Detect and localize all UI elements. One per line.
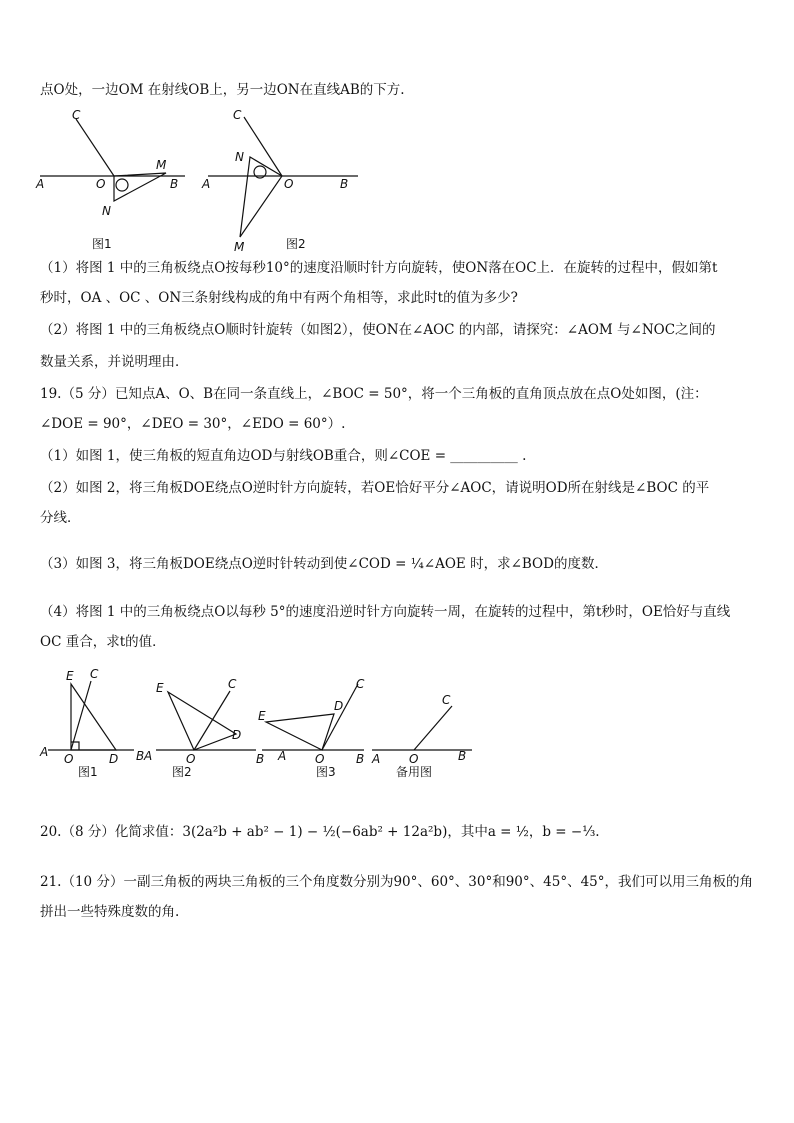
label-c: C xyxy=(442,693,451,707)
top-figure-2 xyxy=(208,117,358,237)
label-b: B xyxy=(136,749,145,763)
triangle-doe xyxy=(168,692,236,750)
label-o: O xyxy=(186,752,196,766)
figure-caption: 图2 xyxy=(286,237,306,251)
q19-part3: （3）如图 3，将三角板DOE绕点O逆时针转动到使∠COD = ¼∠AOE 时，求∠BOD的度数． xyxy=(40,556,608,572)
middle-figures xyxy=(34,660,474,785)
label-c: C xyxy=(228,677,237,691)
q18-part2-line1: （2）将图 1 中的三角板绕点O顺时针旋转（如图2），使ON在∠AOC 的内部，请探究：∠AOM 与∠NOC之间的 xyxy=(40,322,716,338)
q18-part2-line2: 数量关系，并说明理由． xyxy=(40,354,189,370)
figure-caption: 备用图 xyxy=(396,765,433,779)
label-o: O xyxy=(409,752,419,766)
ray-oc xyxy=(76,119,114,176)
q19-part2-line1: （2）如图 2，将三角板DOE绕点O逆时针方向旋转，若OE恰好平分∠AOC，请说明OD所在射线是∠BOC 的平 xyxy=(40,480,710,496)
label-e: E xyxy=(156,681,164,695)
label-a: A xyxy=(202,177,211,191)
q18-part1-line2: 秒时，OA 、OC 、ON三条射线构成的角中有两个角相等，求此时t的值为多少? xyxy=(40,290,518,306)
label-c: C xyxy=(72,108,81,122)
label-d: D xyxy=(109,752,119,766)
mid-figure-4 xyxy=(372,706,472,750)
ray-oc xyxy=(194,691,230,750)
q19-stem-line1: 19.（5 分）已知点A、O、B在同一条直线上，∠BOC = 50°，将一个三角板的直角顶点放在点O处如图，(注： xyxy=(40,386,708,402)
triangle-omn xyxy=(240,157,282,237)
label-e: E xyxy=(258,709,266,723)
figure-caption: 图1 xyxy=(78,765,98,779)
q20-line: 20.（8 分）化简求值：3(2a²b + ab² − 1) − ½(−6ab² + 12a²b)，其中a = ½，b = −⅓. xyxy=(40,824,600,840)
triangle-doe xyxy=(71,684,116,750)
label-a: A xyxy=(278,749,287,763)
label-a: A xyxy=(40,745,49,759)
label-c: C xyxy=(356,677,365,691)
label-m: M xyxy=(234,240,245,254)
label-e: E xyxy=(66,669,74,683)
label-d: D xyxy=(334,699,344,713)
mid-figure-3 xyxy=(262,684,364,750)
label-o: O xyxy=(64,752,74,766)
top-figures xyxy=(30,105,370,255)
triangle-omn xyxy=(114,173,166,201)
triangle-hole xyxy=(116,179,128,191)
q19-part2-line2: 分线． xyxy=(40,510,81,526)
mid-figure-1 xyxy=(48,681,134,750)
label-a: A xyxy=(372,752,381,766)
figure-caption: 图3 xyxy=(316,765,336,779)
q18-part1-line1: （1）将图 1 中的三角板绕点O按每秒10°的速度沿顺时针方向旋转，使ON落在OC上．在旋转的过程中，假如第t xyxy=(40,260,718,276)
ray-oc xyxy=(414,706,452,750)
ray-oc xyxy=(71,681,91,750)
label-b: B xyxy=(256,752,265,766)
q19-part4-line1: （4）将图 1 中的三角板绕点O以每秒 5°的速度沿逆时针方向旋转一周，在旋转的过程中，第t秒时，OE恰好与直线 xyxy=(40,604,731,620)
q21-line1: 21.（10 分）一副三角板的两块三角板的三个角度数分别为90°、60°、30°和90°、45°、45°，我们可以用三角板的角 xyxy=(40,874,754,890)
q19-stem-line2: ∠DOE = 90°，∠DEO = 30°，∠EDO = 60°）. xyxy=(40,416,346,432)
label-a: A xyxy=(144,749,153,763)
ray-oc xyxy=(322,684,358,750)
label-o: O xyxy=(284,177,294,191)
label-b: B xyxy=(340,177,349,191)
label-c: C xyxy=(90,667,99,681)
figure-caption: 图2 xyxy=(172,765,192,779)
q21-line2: 拼出一些特殊度数的角. xyxy=(40,904,180,920)
triangle-doe xyxy=(266,714,334,750)
q19-part4-line2: OC 重合，求t的值． xyxy=(40,634,166,650)
label-b: B xyxy=(356,752,365,766)
label-d: D xyxy=(232,728,242,742)
label-a: A xyxy=(36,177,45,191)
label-o: O xyxy=(315,752,325,766)
intro-line: 点O处，一边OM 在射线OB上，另一边ON在直线AB的下方. xyxy=(40,82,405,98)
q19-part1: （1）如图 1，使三角板的短直角边OD与射线OB重合，则∠COE = __________ . xyxy=(40,448,527,464)
label-b: B xyxy=(170,177,179,191)
label-c: C xyxy=(233,108,242,122)
label-n: N xyxy=(235,150,244,164)
label-n: N xyxy=(102,204,111,218)
label-m: M xyxy=(156,158,167,172)
figure-caption: 图1 xyxy=(92,237,112,251)
label-b: B xyxy=(458,749,467,763)
label-o: O xyxy=(96,177,106,191)
